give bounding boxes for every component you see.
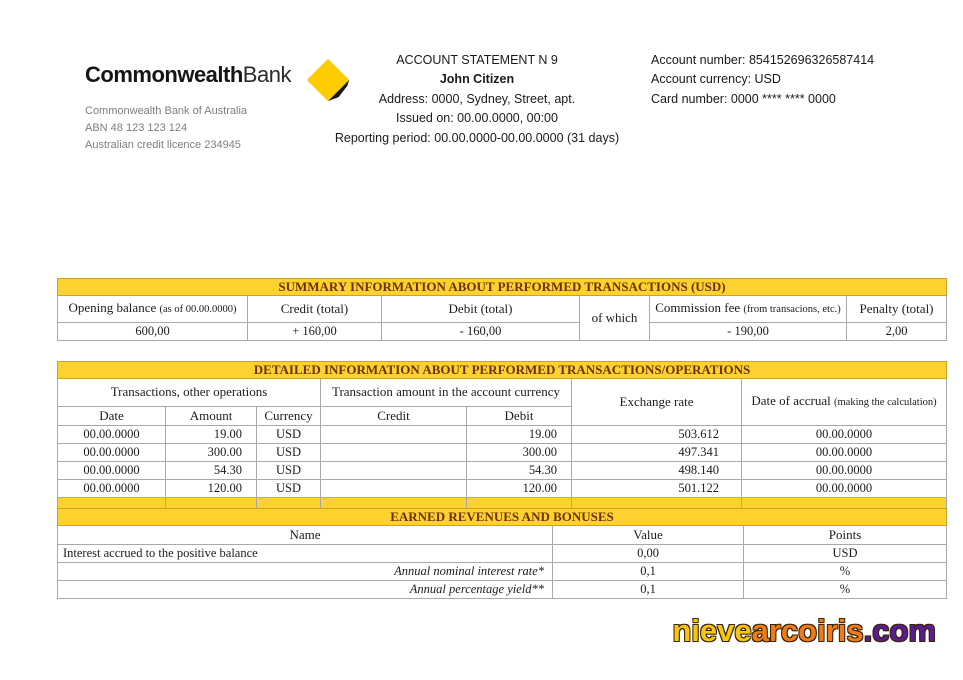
group-amount-in-account: Transaction amount in the account currency bbox=[321, 379, 572, 407]
transaction-row bbox=[58, 444, 947, 462]
cell-credit bbox=[321, 444, 467, 462]
watermark-part-1: nieve bbox=[672, 613, 752, 648]
logo-subline-3: Australian credit licence 234945 bbox=[85, 139, 241, 152]
brand-light-text: Bank bbox=[242, 62, 291, 87]
header-of-which: of which bbox=[580, 296, 650, 341]
account-info bbox=[651, 51, 874, 109]
cell-debit: 120.00 bbox=[467, 480, 572, 498]
transaction-row bbox=[58, 426, 947, 444]
col-debit: Debit bbox=[467, 407, 572, 426]
cell-revenue-name: Interest accrued to the positive balance bbox=[58, 545, 553, 563]
col-value: Value bbox=[553, 526, 744, 545]
header-debit-total: Debit (total) bbox=[382, 296, 580, 323]
cell-revenue-value: 0,1 bbox=[553, 581, 744, 599]
cell-currency: USD bbox=[257, 480, 321, 498]
earned-row bbox=[58, 581, 947, 599]
customer-address: Address: 0000, Sydney, Street, apt. bbox=[378, 91, 576, 106]
cell-exchange-rate: 503.612 bbox=[572, 426, 742, 444]
cell-exchange-rate: 497.341 bbox=[572, 444, 742, 462]
value-credit-total: + 160,00 bbox=[248, 323, 382, 341]
earned-row bbox=[58, 563, 947, 581]
col-amount: Amount bbox=[166, 407, 257, 426]
cell-revenue-points: % bbox=[744, 563, 947, 581]
header-credit-total: Credit (total) bbox=[248, 296, 382, 323]
brand-bold-text: Commonwealth bbox=[85, 62, 243, 87]
summary-values-row bbox=[58, 323, 947, 341]
cell-date: 00.00.0000 bbox=[58, 462, 166, 480]
cell-date: 00.00.0000 bbox=[58, 444, 166, 462]
cell-revenue-name: Annual nominal interest rate* bbox=[58, 563, 553, 581]
cell-revenue-points: % bbox=[744, 581, 947, 599]
earned-header-row bbox=[58, 526, 947, 545]
logo-subline-1: Commonwealth Bank of Australia bbox=[85, 105, 248, 117]
cell-revenue-points: USD bbox=[744, 545, 947, 563]
group-transactions: Transactions, other operations bbox=[58, 379, 321, 407]
account-number: Account number: 854152696326587414 bbox=[651, 53, 875, 67]
header-penalty-total: Penalty (total) bbox=[847, 296, 947, 323]
cell-revenue-value: 0,1 bbox=[553, 563, 744, 581]
transaction-row bbox=[58, 480, 947, 498]
cell-exchange-rate: 498.140 bbox=[572, 462, 742, 480]
watermark-part-3: .com bbox=[863, 613, 936, 648]
detailed-title: DETAILED INFORMATION ABOUT PERFORMED TRANSACTIONS/OPERATIONS bbox=[58, 362, 947, 379]
detailed-table bbox=[57, 361, 947, 512]
transaction-row bbox=[58, 462, 947, 480]
earned-title-band bbox=[58, 509, 947, 526]
reporting-period: Reporting period: 00.00.0000-00.00.0000 (31 days) bbox=[334, 130, 620, 145]
cell-accrual-date: 00.00.0000 bbox=[742, 444, 947, 462]
logo-subline-2: ABN 48 123 123 124 bbox=[85, 122, 188, 135]
cell-currency: USD bbox=[257, 426, 321, 444]
summary-title-band bbox=[58, 279, 947, 296]
statement-header bbox=[287, 51, 667, 148]
header-opening-balance: Opening balance (as of 00.00.0000) bbox=[58, 296, 248, 323]
cell-accrual-date: 00.00.0000 bbox=[742, 426, 947, 444]
cell-revenue-value: 0,00 bbox=[553, 545, 744, 563]
detailed-title-band bbox=[58, 362, 947, 379]
value-penalty-total: 2,00 bbox=[847, 323, 947, 341]
value-commission-fee: - 190,00 bbox=[650, 323, 847, 341]
summary-table bbox=[57, 278, 947, 341]
col-date: Date bbox=[58, 407, 166, 426]
header-commission-fee: Commission fee (from transacions, etc.) bbox=[650, 296, 847, 323]
cell-debit: 300.00 bbox=[467, 444, 572, 462]
cell-amount: 19.00 bbox=[166, 426, 257, 444]
group-date-of-accrual: Date of accrual (making the calculation) bbox=[742, 379, 947, 426]
col-credit: Credit bbox=[321, 407, 467, 426]
summary-header-row bbox=[58, 296, 947, 323]
cell-credit bbox=[321, 462, 467, 480]
cell-accrual-date: 00.00.0000 bbox=[742, 462, 947, 480]
cell-revenue-name: Annual percentage yield** bbox=[58, 581, 553, 599]
cell-debit: 19.00 bbox=[467, 426, 572, 444]
cell-credit bbox=[321, 426, 467, 444]
site-watermark bbox=[672, 613, 936, 649]
cell-amount: 120.00 bbox=[166, 480, 257, 498]
cell-date: 00.00.0000 bbox=[58, 426, 166, 444]
value-opening-balance: 600,00 bbox=[58, 323, 248, 341]
cell-credit bbox=[321, 480, 467, 498]
detailed-group-header-row bbox=[58, 379, 947, 407]
earned-title: EARNED REVENUES AND BONUSES bbox=[58, 509, 947, 526]
watermark-part-2: arcoiris bbox=[751, 613, 864, 648]
cell-amount: 300.00 bbox=[166, 444, 257, 462]
value-debit-total: - 160,00 bbox=[382, 323, 580, 341]
col-points: Points bbox=[744, 526, 947, 545]
card-number: Card number: 0000 **** **** 0000 bbox=[651, 91, 836, 106]
account-currency: Account currency: USD bbox=[651, 72, 781, 87]
summary-title: SUMMARY INFORMATION ABOUT PERFORMED TRANSACTIONS (USD) bbox=[58, 279, 947, 296]
cell-currency: USD bbox=[257, 444, 321, 462]
cell-accrual-date: 00.00.0000 bbox=[742, 480, 947, 498]
earned-row bbox=[58, 545, 947, 563]
statement-title: ACCOUNT STATEMENT N 9 bbox=[396, 53, 558, 67]
cell-date: 00.00.0000 bbox=[58, 480, 166, 498]
col-currency: Currency bbox=[257, 407, 321, 426]
col-name: Name bbox=[58, 526, 553, 545]
earned-revenues-table bbox=[57, 508, 947, 599]
group-exchange-rate: Exchange rate bbox=[572, 379, 742, 426]
cell-currency: USD bbox=[257, 462, 321, 480]
cell-amount: 54.30 bbox=[166, 462, 257, 480]
issued-on: Issued on: 00.00.0000, 00:00 bbox=[396, 111, 558, 126]
cell-exchange-rate: 501.122 bbox=[572, 480, 742, 498]
cell-debit: 54.30 bbox=[467, 462, 572, 480]
customer-name: John Citizen bbox=[439, 72, 515, 87]
